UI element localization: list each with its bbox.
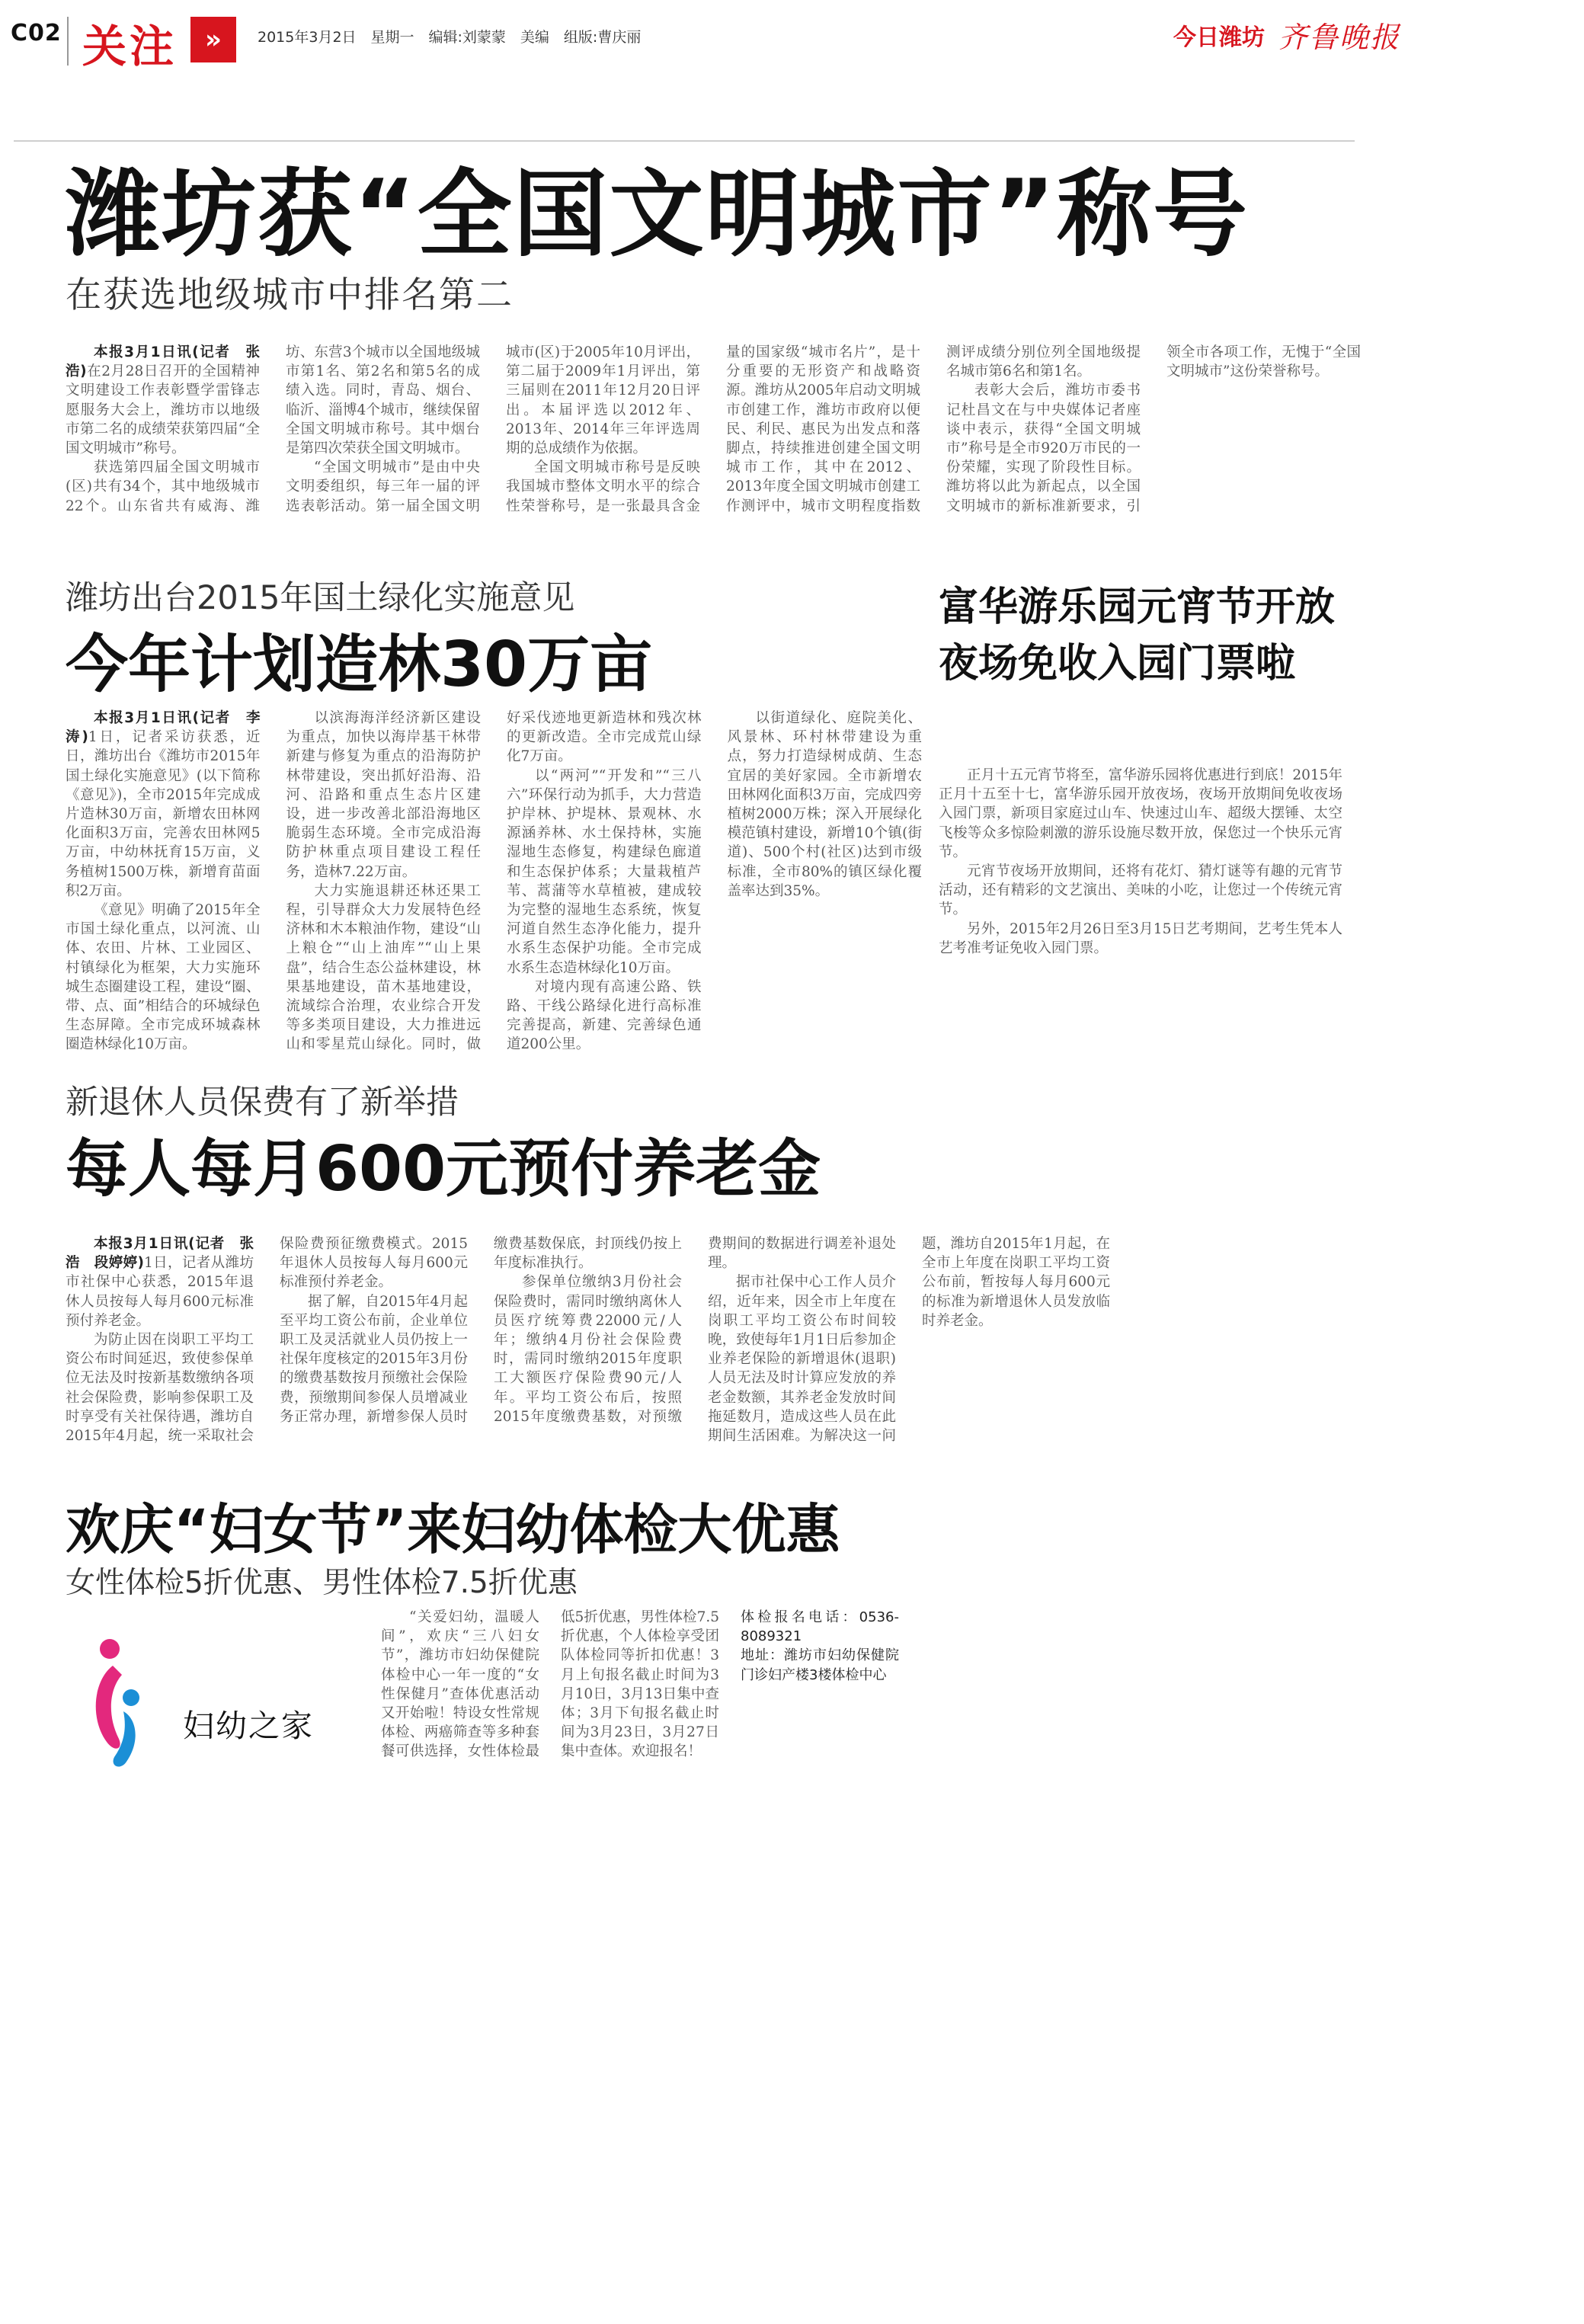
story2-paragraph: 大力实施退耕还林还果工程，引导群众大力发展特色经济林和木本粮油作物，建设“山上粮仓”“山上油库”“山上果盘”，结合生态公益林建设，林果基地建设，苗木基地建设，流域综合治理，农业综合开发等多类项目建设，大力推进远山和零星荒山绿化。同时，做好采伐迹地更新造林和残次林的更新改造。全市完成荒山绿化7万亩。 [286, 710, 702, 1053]
story1-dateline: 本报3月1日讯(记者 张浩) [66, 344, 260, 380]
story4-paragraph: 为防止因在岗职工平均工资公布时间延迟，致使参保单位无法及时按新基数缴纳各项社会保险费，影响参保职工及时享受有关社保待遇，潍坊自2015年4月起，统一采取社会保险费预征缴费模式。2015年退休人员按每人每月600元标准预付养老金。 [66, 1236, 468, 1445]
story2-kicker: 潍坊出台2015年国土绿化实施意见 [66, 579, 575, 617]
story1-paragraph: “全国文明城市”是由中央文明委组织，每三年一届的评选表彰活动。第一届全国文明城市(区)于2005年10月评出，第二届于2009年1月评出，第三届则在2011年12月20日评出。本届评选以2012年、2013年、2014年三年评选周期的总成绩作为依据。 [286, 344, 700, 514]
story5-contact-phone: 体检报名电话：0536-8089321 [741, 1609, 899, 1645]
story2-paragraph: 对境内现有高速公路、铁路、干线公路绿化进行高标准完善提高，新建、完善绿色通道200公里。 [507, 978, 702, 1053]
story1-paragraph: 在2月28日召开的全国精神文明建设工作表彰暨学雷锋志愿服务大会上，潍坊市以地级市第二名的成绩荣获第四届“全国文明城市”称号。 [66, 363, 260, 457]
masthead-divider [67, 17, 69, 66]
logo-blue-dot [123, 1689, 139, 1706]
story5-subheadline: 女性体检5折优惠、男性体检7.5折优惠 [66, 1566, 578, 1600]
story4-headline: 每人每月600元预付养老金 [66, 1133, 821, 1205]
story5-body [381, 1608, 899, 1779]
issue-date-info: 2015年3月2日 星期一 编辑:刘蒙蒙 美编 组版:曹庆丽 [258, 29, 642, 46]
logo-pink-figure [96, 1666, 122, 1749]
logo-pink-dot [100, 1639, 120, 1659]
story4-kicker: 新退休人员保费有了新举措 [66, 1084, 459, 1122]
story1-paragraph: 表彰大会后，潍坊市委书记杜昌文在与中央媒体记者座谈中表示，获得“全国文明城市”称号是全市920万市民的一份荣耀，实现了阶段性目标。潍坊将以此为新起点，以全国文明城市的新标准新要求，引领全市各项工作，无愧于“全国文明城市”这份荣誉称号。 [946, 344, 1361, 514]
page-number: C02 [11, 20, 62, 46]
story2-dateline: 本报3月1日讯(记者 李涛) [66, 710, 261, 746]
story2-paragraph: 《意见》明确了2015年全市国土绿化重点，以河流、山体、农田、片林、工业园区、村镇绿化为框架，大力实施环城生态圈建设工程，建设“圈、带、点、面”相结合的环城绿色生态屏障。全市完成环城森林圈造林绿化10万亩。 [66, 902, 261, 1053]
story2-paragraph: 以“两河”“开发和”“三八六”环保行动为抓手，大力营造护岸林、护堤林、景观林、水源涵养林、水土保持林，实施湿地生态修复，构建绿色廊道和生态保护体系；大量栽植芦苇、蒿蒲等水草植被，建成较为完整的湿地生态系统，恢复河道自然生态净化能力，提升水系生态保护功能。全市完成水系生态造林绿化10万亩。 [507, 767, 702, 976]
story2-paragraph: 以街道绿化、庭院美化、风景林、环村林带建设为重点，努力打造绿树成荫、生态宜居的美好家园。全市新增农田林网化面积3万亩，完成四旁植树2000万株；深入开展绿化模范镇村建设，新增10个镇(街道)、500个村(社区)达到市级标准，全市80%的镇区绿化覆盖率达到35%。 [727, 710, 922, 899]
newspaper-logo: 齐鲁晚报 [1278, 21, 1401, 54]
masthead-rule [14, 140, 1355, 142]
story5-contact-address: 地址：潍坊市妇幼保健院门诊妇产楼3楼体检中心 [741, 1647, 899, 1683]
story1-paragraph: 全国文明城市称号是反映我国城市整体文明水平的综合性荣誉称号，是一张最具含金量的国家级“城市名片”，是十分重要的无形资产和战略资源。潍坊从2005年启动文明城市创建工作，潍坊市政府以便民、利民、惠民为出发点和落脚点，持续推进创建全国文明城市工作，其中在2012、2013年度全国文明城市创建工作测评中，城市文明程度指数测评成绩分别位列全国地级提名城市第6名和第1名。 [506, 344, 1141, 514]
story4-dateline: 本报3月1日讯(记者 张浩 段婷婷) [66, 1236, 254, 1272]
story2-headline: 今年计划造林30万亩 [66, 629, 653, 701]
story1-paragraph: 获选第四届全国文明城市(区)共有34个，其中地级城市22个。山东省共有威海、潍坊、东营3个城市以全国地级城市第1名、第2名和第5名的成绩入选。同时，青岛、烟台、临沂、淄博4个城市，继续保留全国文明城市称号。其中烟台是第四次荣获全国文明城市。 [66, 344, 480, 514]
story4-paragraph: 据市社保中心工作人员介绍，近年来，因全市上年度在岗职工平均工资公布时间较晚，致使每年1月1日后参加企业养老保险的新增退休(退职)人员无法及时计算应发放的养老金数额，其养老金发放时间拖延数月，造成这些人员在此期间生活困难。为解决这一问题，潍坊自2015年1月起，在全市上年度在岗职工平均工资公布前，暂按每人每月600元的标准为新增退休人员发放临时养老金。 [708, 1236, 1110, 1445]
story2-paragraph: 1日，记者采访获悉，近日，潍坊出台《潍坊市2015年国土绿化实施意见》(以下简称《意见》)，全市2015年完成成片造林30万亩，新增农田林网化面积3万亩，完善农田林网5万亩，中幼林抚育15万亩，义务植树1500万株，新增育苗面积2万亩。 [66, 729, 261, 899]
story5-paragraph: “关爱妇幼，温暖人间”，欢庆“三八妇女节”，潍坊市妇幼保健院体检中心一年一度的“女性保健月”查体优惠活动又开始啦！特设女性常规体检、两癌筛查等多种套餐可供选择，女性体检最低5折优惠，男性体检7.5折优惠，个人体检享受团队体检同等折扣优惠！3月上旬报名截止时间为3月10日，3月13日集中查体；3月下旬报名截止时间为3月23日，3月27日集中查体。欢迎报名！ [381, 1609, 719, 1760]
story3-body [939, 766, 1342, 987]
section-title: 关注 [82, 21, 178, 72]
story2-paragraph: 以滨海海洋经济新区建设为重点，加快以海岸基干林带新建与修复为重点的沿海防护林带建设，突出抓好沿海、沿河、沿路和重点生态片区建设，进一步改善北部沿海地区脆弱生态环境。全市完成沿海防护林重点项目建设工程任务，造林7.22万亩。 [286, 710, 481, 880]
edition-brand: 今日潍坊 [1173, 24, 1265, 51]
fuyou-logo-name: 妇幼之家 [183, 1708, 314, 1744]
story1-body [66, 343, 1361, 526]
story5-headline: 欢庆“妇女节”来妇幼体检大优惠 [66, 1498, 840, 1561]
story1-subheadline: 在获选地级城市中排名第二 [66, 274, 514, 316]
story4-paragraph: 1日，记者从潍坊市社保中心获悉，2015年退休人员按每人每月600元标准预付养老金。 [66, 1255, 254, 1329]
story1-headline: 潍坊获“全国文明城市”称号 [66, 160, 1249, 270]
section-arrow-icon: » [190, 17, 236, 62]
story4-body [66, 1234, 1110, 1455]
fuyou-logo-icon [90, 1635, 158, 1771]
story3-headline: 富华游乐园元宵节开放夜场免收入园门票啦 [939, 584, 1336, 687]
story3-paragraph: 另外，2015年2月26日至3月15日艺考期间，艺考生凭本人艺考准考证免收入园门票。 [939, 920, 1342, 956]
story4-paragraph: 据了解，自2015年4月起至平均工资公布前，企业单位职工及灵活就业人员仍按上一社保年度核定的2015年3月份的缴费基数按月预缴社会保险费，预缴期间参保人员增减业务正常办理，新增参保人员时缴费基数保底，封顶线仍按上年度标准执行。 [280, 1236, 682, 1425]
story2-body [66, 709, 922, 1059]
story3-paragraph: 正月十五元宵节将至，富华游乐园将优惠进行到底！2015年正月十五至十七，富华游乐园开放夜场，夜场开放期间免收夜场入园门票，新项目家庭过山车、快速过山车、超级大摆锤、太空飞梭等众多惊险刺激的游乐设施尽数开放，保您过一个快乐元宵节。 [939, 767, 1342, 860]
story3-paragraph: 元宵节夜场开放期间，还将有花灯、猜灯谜等有趣的元宵节活动，还有精彩的文艺演出、美味的小吃，让您过一个传统元宵节。 [939, 863, 1342, 918]
story4-paragraph: 参保单位缴纳3月份社会保险费时，需同时缴纳离休人员医疗统筹费22000元/人年；缴纳4月份社会保险费时，需同时缴纳2015年度职工大额医疗保险费90元/人年。平均工资公布后，按照2015年度缴费基数，对预缴费期间的数据进行调差补退处理。 [494, 1236, 896, 1425]
